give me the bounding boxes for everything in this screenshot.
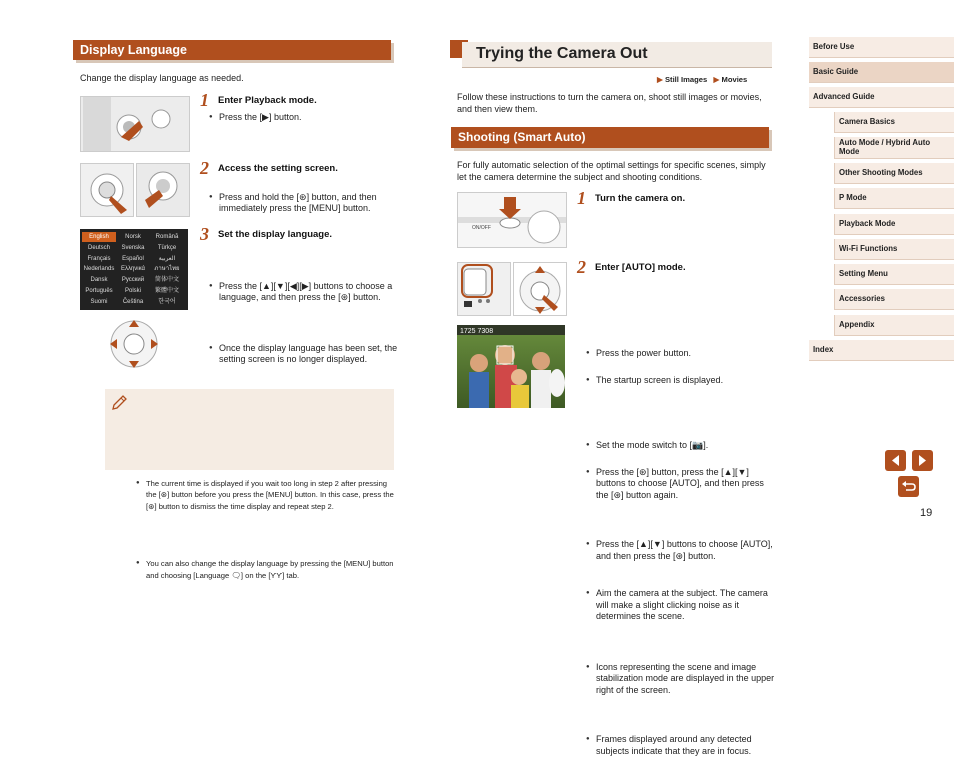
triangle-right-icon: ▶ bbox=[657, 75, 663, 84]
step-bullet: ● Press the [⊛] button, press the [▲][▼] buttons to choose [AUTO], and then press the [⊛] button again. bbox=[586, 467, 778, 502]
language-option[interactable]: Русский bbox=[121, 277, 145, 284]
onoff-label: ON/OFF bbox=[472, 225, 491, 231]
return-button[interactable] bbox=[898, 476, 919, 497]
sidebar-tab[interactable]: Advanced Guide bbox=[809, 87, 954, 108]
triangle-right-icon: ▶ bbox=[713, 75, 720, 84]
language-option[interactable]: ภาษาไทย bbox=[154, 266, 180, 273]
step-bullet: ● Press the [▲][▼] buttons to choose [AUTO], and then press the [⊛] button. bbox=[586, 539, 778, 562]
camera-image-mode-switch bbox=[457, 262, 511, 316]
pencil-icon bbox=[110, 394, 128, 417]
step-number: 2 bbox=[200, 158, 209, 178]
note-box bbox=[105, 389, 394, 470]
sidebar-tab[interactable]: Auto Mode / Hybrid Auto Mode bbox=[834, 137, 954, 159]
language-option[interactable]: العربية bbox=[158, 255, 176, 262]
next-page-button[interactable] bbox=[912, 450, 933, 471]
step-number: 1 bbox=[200, 90, 209, 110]
scene-photo bbox=[457, 325, 565, 408]
camera-image-dial bbox=[108, 318, 160, 370]
family-photo-illustration bbox=[457, 325, 565, 408]
section-header-text: Display Language bbox=[80, 43, 187, 57]
language-option[interactable]: Norsk bbox=[125, 234, 141, 240]
func-dial-illustration bbox=[514, 263, 566, 315]
step-title: Enter [AUTO] mode. bbox=[595, 262, 686, 273]
prev-page-button[interactable] bbox=[885, 450, 906, 471]
step-title: Turn the camera on. bbox=[595, 193, 686, 204]
step-bullet: ● The startup screen is displayed. bbox=[586, 375, 776, 387]
func-button-illustration bbox=[81, 164, 133, 216]
page-number: 19 bbox=[920, 507, 933, 519]
language-menu-screen bbox=[80, 229, 188, 310]
language-option[interactable]: Svenska bbox=[121, 244, 145, 251]
sidebar-tab[interactable]: Appendix bbox=[834, 315, 954, 336]
sidebar-tab[interactable]: Wi-Fi Functions bbox=[834, 239, 954, 260]
sidebar-tab[interactable]: Playback Mode bbox=[834, 214, 954, 235]
language-option[interactable]: Deutsch bbox=[87, 244, 110, 251]
section-header-text: Shooting (Smart Auto) bbox=[458, 130, 586, 144]
section-header-display-language bbox=[73, 40, 391, 60]
camera-image-power bbox=[457, 192, 567, 248]
language-option[interactable]: Polski bbox=[124, 288, 141, 294]
step-bullet: ● Press the [▲][▼][◀][▶] buttons to choose a language, and then press the [⊛] button. bbox=[209, 281, 405, 304]
step-bullet: ● Icons representing the scene and image stabilization mode are displayed in the upper right of the screen. bbox=[586, 662, 778, 697]
step-bullet: ● Press the power button. bbox=[586, 348, 776, 360]
language-option[interactable]: Türkçe bbox=[157, 244, 177, 251]
step-number: 2 bbox=[577, 257, 586, 277]
sidebar-tab[interactable]: Index bbox=[809, 340, 954, 361]
step-bullet: ● Press and hold the [⊛] button, and then immediately press the [MENU] button. bbox=[209, 192, 399, 215]
sidebar-tab[interactable]: Accessories bbox=[834, 289, 954, 310]
language-option[interactable]: Español bbox=[122, 255, 144, 262]
note-bullet: ● The current time is displayed if you wait too long in step 2 after pressing the [⊛] button before you press the [MENU] button. In this case, press the [⊛] button to dismiss the time display and repeat step 2. bbox=[136, 478, 396, 513]
mode-switch-illustration bbox=[458, 263, 510, 315]
step-title: Access the setting screen. bbox=[218, 163, 338, 174]
sidebar-tab[interactable]: Other Shooting Modes bbox=[834, 163, 954, 184]
language-option[interactable]: Română bbox=[155, 234, 179, 240]
step-bullet: ● Once the display language has been set, the setting screen is no longer displayed. bbox=[209, 343, 405, 366]
sidebar-tab[interactable]: P Mode bbox=[834, 188, 954, 209]
language-option[interactable]: Suomi bbox=[90, 298, 108, 305]
section-header-smart-auto bbox=[451, 127, 769, 148]
language-option[interactable]: Čeština bbox=[122, 298, 144, 305]
sidebar-tab[interactable]: Camera Basics bbox=[834, 112, 954, 133]
mode-movies: Movies bbox=[721, 75, 748, 84]
lcd-readout: 1725 7308 bbox=[460, 328, 494, 335]
language-option[interactable]: English bbox=[82, 232, 116, 242]
menu-button-illustration bbox=[137, 164, 189, 216]
arrow-left-icon bbox=[885, 450, 906, 471]
sidebar-tab[interactable]: Basic Guide bbox=[809, 62, 954, 83]
language-option[interactable]: 한국어 bbox=[158, 298, 176, 305]
language-option[interactable]: Português bbox=[85, 288, 113, 294]
power-button-illustration bbox=[458, 193, 566, 247]
step-title: Enter Playback mode. bbox=[218, 95, 317, 106]
language-option[interactable]: Nederlands bbox=[83, 266, 115, 273]
control-dial-illustration bbox=[108, 318, 160, 370]
step-number: 3 bbox=[200, 224, 209, 244]
camera-back-illustration bbox=[81, 97, 189, 151]
step-bullet: ● Frames displayed around any detected subjects indicate that they are in focus. bbox=[586, 734, 778, 757]
mode-still-images: Still Images bbox=[664, 75, 708, 84]
language-option[interactable]: 简体中文 bbox=[154, 277, 179, 284]
page-title: Trying the Camera Out bbox=[476, 45, 648, 62]
language-option[interactable]: 繁體中文 bbox=[154, 288, 179, 294]
language-option[interactable]: Ελληνικά bbox=[120, 266, 146, 273]
camera-image-menu-button bbox=[136, 163, 190, 217]
note-bullet: ● You can also change the display language by pressing the [MENU] button and choosing [Language 🗨] on the [ƳƳ] tab. bbox=[136, 558, 396, 581]
sidebar-tab[interactable]: Before Use bbox=[809, 37, 954, 58]
camera-image-func-dial bbox=[513, 262, 567, 316]
return-arrow-icon bbox=[898, 476, 919, 497]
language-option[interactable]: Dansk bbox=[90, 277, 108, 284]
step-title: Set the display language. bbox=[218, 229, 333, 240]
language-option[interactable]: Français bbox=[87, 255, 111, 262]
step-bullet: ● Set the mode switch to [📷]. bbox=[586, 440, 778, 452]
intro-text: Follow these instructions to turn the camera on, shoot still images or movies, and then view them. bbox=[457, 92, 762, 114]
section-intro: For fully automatic selection of the optimal settings for specific scenes, simply let the camera determine the subject and shooting conditions. bbox=[457, 160, 766, 182]
step-bullet: ● Press the [▶] button. bbox=[209, 112, 399, 124]
camera-image-func-button bbox=[80, 163, 134, 217]
mode-indicators bbox=[657, 75, 747, 84]
step-number: 1 bbox=[577, 188, 586, 208]
step-bullet: ● Aim the camera at the subject. The camera will make a slight clicking noise as it determines the scene. bbox=[586, 588, 778, 623]
intro-text: Change the display language as needed. bbox=[80, 73, 244, 83]
arrow-right-icon bbox=[912, 450, 933, 471]
camera-image-playback bbox=[80, 96, 190, 152]
sidebar-tab[interactable]: Setting Menu bbox=[834, 264, 954, 285]
